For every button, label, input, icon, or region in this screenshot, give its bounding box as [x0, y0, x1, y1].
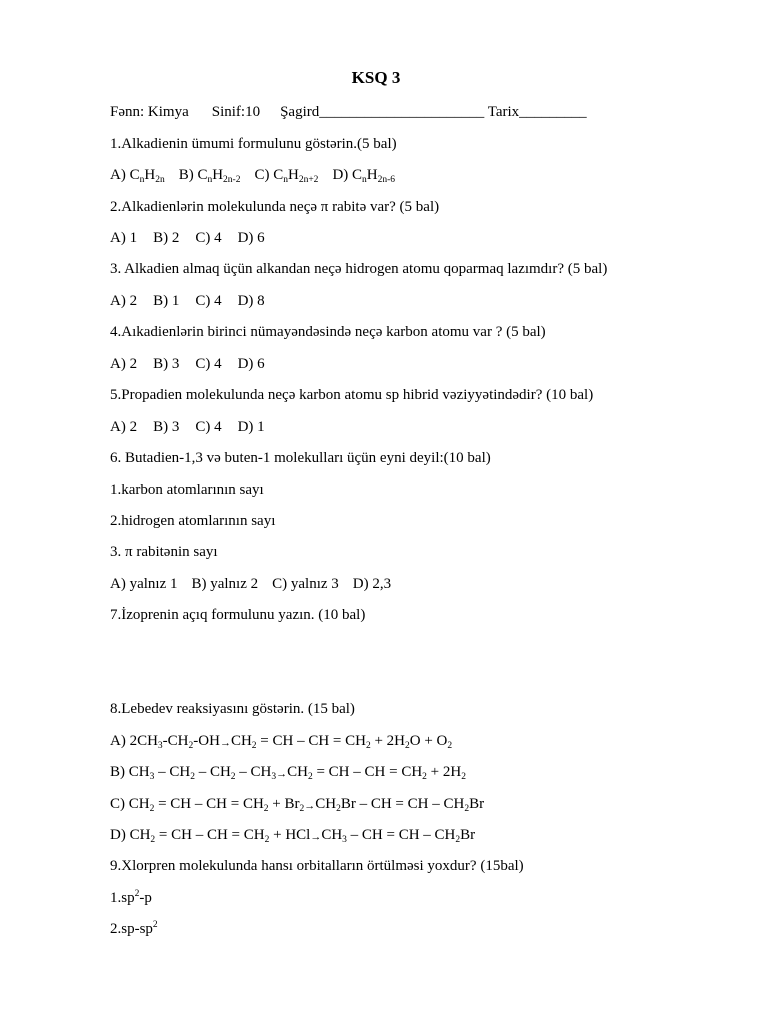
option-b: B) 3	[153, 356, 180, 372]
grade-label: Sinif:10	[211, 104, 261, 120]
question-5: 5.Propadien molekulunda neçə karbon atomu sp hibrid vəziyyətindədir? (10 bal)	[110, 387, 594, 403]
option-b: B) $C_nH_{2n-2}$	[178, 167, 241, 185]
option-a: A) yalnız 1	[110, 576, 178, 592]
question-8-option-a: A) $2CH_3-CH_2-OH\to CH_2$ = CH – CH = $CH_2 + 2H_2O + O_2$	[110, 733, 453, 751]
option-b: B) 2	[153, 230, 180, 246]
student-field: Şagird______________________	[280, 104, 485, 120]
option-c: C) 4	[195, 293, 222, 309]
date-field: Tarix_________	[487, 104, 587, 120]
question-6-options	[110, 575, 391, 593]
question-6-item-1: 1.karbon atomlarının sayı	[110, 482, 264, 498]
option-c: C) 4	[195, 419, 222, 435]
option-a: A) 2	[110, 419, 138, 435]
question-1-options	[110, 166, 395, 184]
question-8: 8.Lebedev reaksiyasını göstərin. (15 bal)	[110, 701, 355, 717]
question-5-options	[110, 418, 265, 436]
question-2: 2.Alkadienlərin molekulunda neçə π rabitə var? (5 bal)	[110, 199, 440, 215]
question-8-option-d: D) $CH_2$ = CH – CH = $CH_2 + HCl\to CH_3$ – CH = CH – $CH_2Br$	[110, 827, 476, 845]
option-d: D) 8	[237, 293, 265, 309]
question-8-option-c: C) $CH_2$ = CH – CH = $CH_2 + Br_2\to CH_2Br$ – CH = CH – $CH_2Br$	[110, 796, 485, 814]
option-b: B) yalnız 2	[191, 576, 259, 592]
option-a: A) $C_nH_{2n}$	[110, 167, 165, 185]
arrow-icon: →	[276, 768, 288, 780]
question-2-options	[110, 229, 265, 247]
arrow-icon: →	[310, 831, 322, 843]
option-d: D) 6	[237, 356, 265, 372]
subject-label: Fənn: Kimya	[110, 104, 189, 120]
arrow-icon: →	[219, 737, 231, 749]
question-4: 4.Aıkadienlərin birinci nümayəndəsində neçə karbon atomu var ? (5 bal)	[110, 324, 546, 340]
option-a: A) 2	[110, 356, 138, 372]
question-8-option-b: B) $CH_3 - CH_2 - CH_2 - CH_3\to CH_2$ = CH – CH = $CH_2 + 2H_2$	[110, 764, 466, 782]
option-d: D) 6	[237, 230, 265, 246]
option-d: D) $C_nH_{2n-6}$	[332, 167, 396, 185]
question-3-options	[110, 292, 265, 310]
question-6: 6. Butadien-1,3 və buten-1 molekulları üçün eyni deyil:(10 bal)	[110, 450, 491, 466]
option-c: C) 4	[195, 356, 222, 372]
option-d: D) 2,3	[352, 576, 392, 592]
question-4-options	[110, 355, 265, 373]
question-9-item-1: $1.sp^2-p$	[110, 889, 152, 906]
question-7: 7.İzoprenin açıq formulunu yazın. (10 bal)	[110, 607, 366, 623]
question-9-item-2: $2.sp-sp^2$	[110, 920, 158, 937]
option-a: A) 2	[110, 293, 138, 309]
option-b: B) 3	[153, 419, 180, 435]
arrow-icon: →	[304, 800, 316, 812]
option-c: C) $C_nH_{2n+2}$	[254, 167, 319, 185]
option-c: C) yalnız 3	[272, 576, 339, 592]
question-6-item-3: 3. π rabitənin sayı	[110, 544, 218, 560]
option-a: A) 1	[110, 230, 138, 246]
option-d: D) 1	[237, 419, 265, 435]
question-3: 3. Alkadien almaq üçün alkandan neçə hidrogen atomu qoparmaq lazımdır? (5 bal)	[110, 261, 608, 277]
header-line	[110, 103, 587, 121]
option-b: B) 1	[153, 293, 180, 309]
page-title: KSQ 3	[351, 68, 401, 87]
question-9: 9.Xlorpren molekulunda hansı orbitalların örtülməsi yoxdur? (15bal)	[110, 858, 524, 874]
option-c: C) 4	[195, 230, 222, 246]
question-1: 1.Alkadienin ümumi formulunu göstərin.(5 bal)	[110, 136, 397, 152]
question-6-item-2: 2.hidrogen atomlarının sayı	[110, 513, 276, 529]
